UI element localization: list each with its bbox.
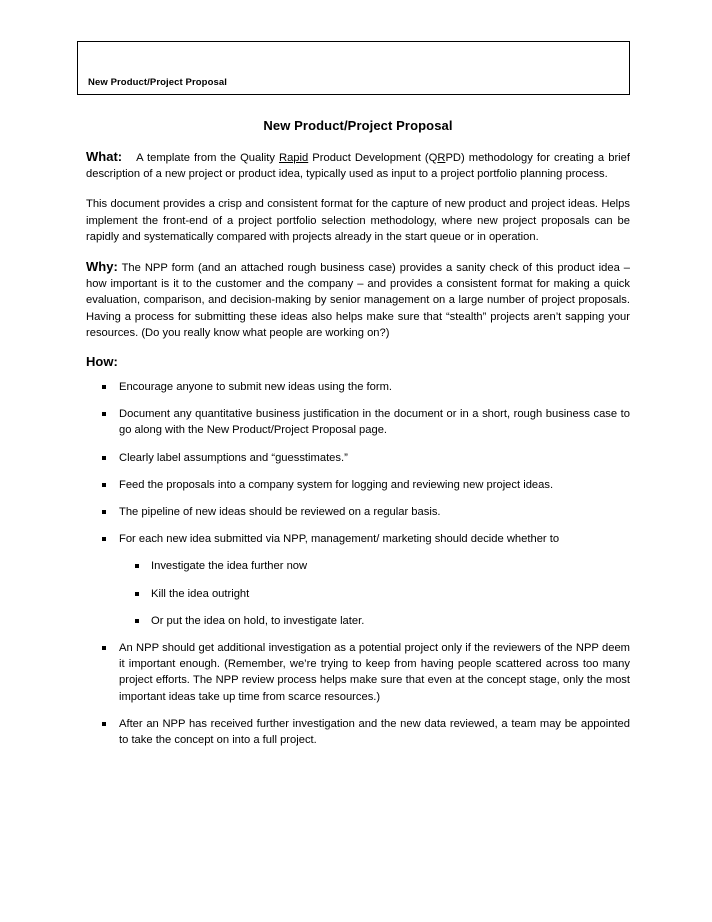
document-body bbox=[86, 118, 630, 759]
paragraph-what bbox=[86, 149, 630, 182]
list-item-text: Document any quantitative business justification in the document or in a short, rough business case to go along with the New Product/Project Proposal page. bbox=[119, 408, 630, 437]
how-label: How: bbox=[86, 354, 118, 370]
list-item-text: An NPP should get additional investigation as a potential project only if the reviewers of the NPP deem it important enough. (Remember, we’re trying to keep from having people scattered across too many project efforts. The NPP review process helps make sure that even at the concept stage, only the most important ideas take up time from scarce resources.) bbox=[119, 642, 630, 703]
what-emphasis-r: R bbox=[437, 152, 446, 164]
why-text: The NPP form (and an attached rough business case) provides a sanity check of this product idea – how important is it to the customer and the company – and provides a consistent format for making a quick evaluation, comparison, and decision-making by senior management on a large number of project proposals. Having a process for submitting these ideas also helps make sure that “stealth” projects aren’t sapping your resources. (Do you really know what people are working on?) bbox=[86, 262, 630, 339]
header-box bbox=[77, 41, 630, 95]
sub-list-item-text: Investigate the idea further now bbox=[151, 560, 308, 573]
list-item bbox=[86, 477, 630, 493]
list-item bbox=[86, 406, 630, 438]
sub-list-item-text: Kill the idea outright bbox=[151, 587, 250, 600]
how-bullet-list bbox=[86, 379, 630, 748]
sub-list-item bbox=[119, 586, 630, 602]
sub-bullet-list bbox=[119, 558, 630, 629]
why-label: Why: bbox=[86, 259, 118, 275]
list-item bbox=[86, 716, 630, 748]
list-item bbox=[86, 504, 630, 520]
page-title: New Product/Project Proposal bbox=[263, 118, 453, 133]
list-item-text: Feed the proposals into a company system for logging and reviewing new project ideas. bbox=[119, 478, 554, 491]
list-item-text: The pipeline of new ideas should be reviewed on a regular basis. bbox=[119, 506, 441, 519]
list-item bbox=[86, 450, 630, 466]
paragraph-two: This document provides a crisp and consistent format for the capture of new product and project ideas. Helps implement the front-end of a project portfolio selection methodology, where new project proposals can be rapidly and systematically compared with projects already in the start queue or in operation. bbox=[86, 198, 630, 243]
list-item bbox=[86, 640, 630, 705]
list-item bbox=[86, 379, 630, 395]
sub-list-item-text: Or put the idea on hold, to investigate later. bbox=[151, 614, 365, 627]
list-item-text: Clearly label assumptions and “guesstimates.” bbox=[119, 451, 348, 464]
what-text-a: A template from the Quality bbox=[136, 152, 279, 164]
what-label: What: bbox=[86, 149, 123, 164]
header-title: New Product/Project Proposal bbox=[88, 77, 227, 88]
list-item bbox=[86, 531, 630, 629]
list-item-text: Encourage anyone to submit new ideas using the form. bbox=[119, 381, 393, 394]
what-text-c: PD) methodology for creating a brief description of a new project or product idea, typically used as input to a project portfolio planning process. bbox=[86, 152, 630, 181]
list-item-text: For each new idea submitted via NPP, management/ marketing should decide whether to bbox=[119, 533, 560, 546]
list-item-text: After an NPP has received further investigation and the new data reviewed, a team may be appointed to take the concept on into a full project. bbox=[119, 717, 630, 747]
paragraph-why bbox=[86, 259, 630, 341]
sub-list-item bbox=[119, 558, 630, 574]
sub-list-item bbox=[119, 613, 630, 629]
what-emphasis-rapid: Rapid bbox=[278, 152, 309, 164]
what-text-b: Product Development (Q bbox=[308, 152, 438, 164]
